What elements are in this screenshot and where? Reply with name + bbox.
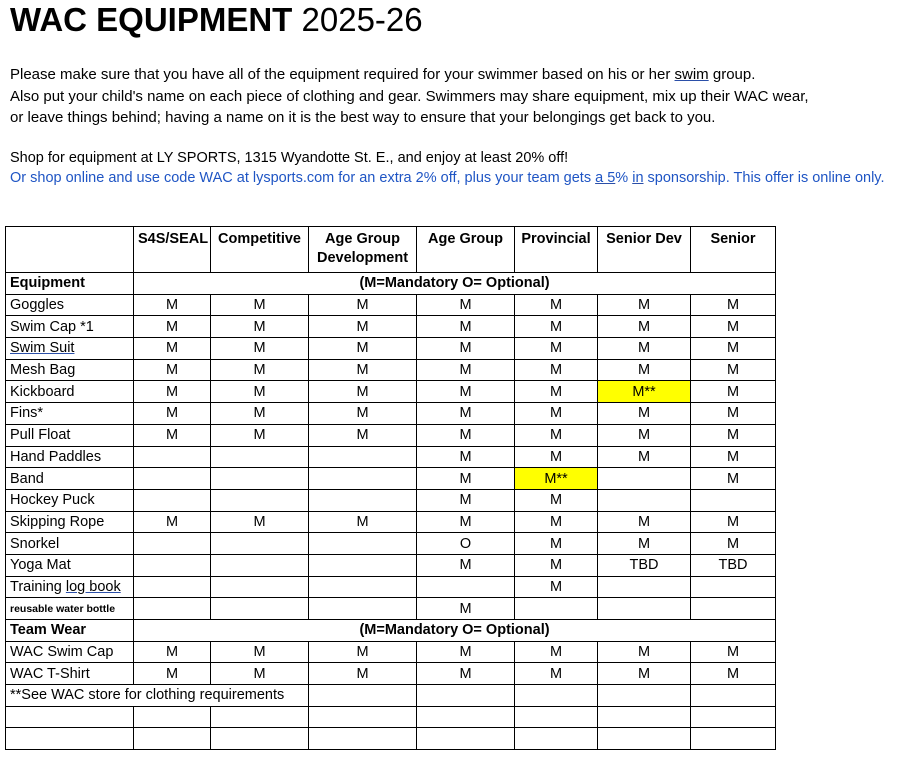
intro-swim-word: swim — [674, 66, 709, 83]
requirement-cell: M — [211, 641, 309, 663]
item-name: Mesh Bag — [6, 359, 134, 381]
requirement-cell: M — [309, 424, 417, 446]
table-row — [6, 598, 776, 620]
empty-cell — [598, 728, 691, 750]
requirement-cell — [134, 468, 211, 490]
requirement-cell: M — [417, 641, 515, 663]
requirement-cell: M — [417, 663, 515, 685]
empty-row — [6, 728, 776, 750]
table-row — [6, 554, 776, 576]
section-header: Team Wear — [6, 620, 134, 642]
table-row — [6, 641, 776, 663]
requirement-cell: M — [515, 511, 598, 533]
table-row — [6, 403, 776, 425]
requirement-cell: M — [598, 663, 691, 685]
requirement-cell: M — [691, 468, 776, 490]
requirement-cell: M — [417, 338, 515, 360]
requirement-cell: M — [134, 403, 211, 425]
requirement-cell — [691, 576, 776, 598]
requirement-cell — [211, 533, 309, 555]
item-name: WAC Swim Cap — [6, 641, 134, 663]
section-header-row — [6, 620, 776, 642]
item-name: Hand Paddles — [6, 446, 134, 468]
item-name: Skipping Rope — [6, 511, 134, 533]
requirement-cell — [309, 554, 417, 576]
empty-cell — [309, 728, 417, 750]
requirement-cell: M — [691, 641, 776, 663]
item-name: Goggles — [6, 294, 134, 316]
requirement-cell: M — [309, 511, 417, 533]
table-row — [6, 511, 776, 533]
shop-info — [10, 149, 885, 187]
requirement-cell: M — [691, 663, 776, 685]
empty-cell — [134, 728, 211, 750]
requirement-cell: M — [598, 446, 691, 468]
table-row — [6, 338, 776, 360]
requirement-cell: M — [134, 511, 211, 533]
item-name: Swim Cap *1 — [6, 316, 134, 338]
requirement-cell — [211, 554, 309, 576]
requirement-cell: M — [211, 663, 309, 685]
requirement-cell — [134, 489, 211, 511]
requirement-cell: M — [211, 294, 309, 316]
requirement-cell: M — [417, 381, 515, 403]
requirement-cell — [134, 576, 211, 598]
shop-line-store: Shop for equipment at LY SPORTS, 1315 Wyandotte St. E., and enjoy at least 20% off! — [10, 150, 569, 166]
empty-cell — [598, 706, 691, 728]
table-row — [6, 468, 776, 490]
item-name: Snorkel — [6, 533, 134, 555]
requirement-cell: M — [417, 316, 515, 338]
empty-cell — [309, 685, 417, 707]
item-name: Band — [6, 468, 134, 490]
requirement-cell: M — [134, 359, 211, 381]
requirement-cell: M — [417, 511, 515, 533]
requirement-cell: M — [134, 424, 211, 446]
empty-cell — [309, 706, 417, 728]
requirement-cell — [134, 554, 211, 576]
requirement-cell: M** — [515, 468, 598, 490]
requirement-cell: M — [515, 641, 598, 663]
requirement-cell — [309, 598, 417, 620]
requirement-cell — [598, 489, 691, 511]
intro-line-1 — [10, 64, 809, 86]
requirement-cell — [515, 598, 598, 620]
empty-cell — [515, 685, 598, 707]
item-name: Training log book — [6, 576, 134, 598]
requirement-cell — [598, 598, 691, 620]
shop-line-online — [10, 169, 885, 187]
empty-cell — [515, 706, 598, 728]
requirement-cell: M — [515, 338, 598, 360]
intro-line-1-end: group. — [708, 66, 756, 83]
requirement-cell: M — [134, 316, 211, 338]
shop-online-percent: % — [615, 170, 633, 186]
requirement-cell: M — [309, 294, 417, 316]
item-name: Kickboard — [6, 381, 134, 403]
shop-online-end: sponsorship. This offer is online only. — [643, 170, 885, 186]
column-header: Provincial — [515, 227, 598, 273]
table-row — [6, 663, 776, 685]
underlined-item: Swim Suit — [10, 340, 75, 357]
page-title — [10, 0, 423, 40]
requirement-cell: M — [417, 598, 515, 620]
requirement-cell: M — [417, 403, 515, 425]
requirement-cell: M — [598, 316, 691, 338]
requirement-cell: TBD — [691, 554, 776, 576]
requirement-cell: M — [691, 403, 776, 425]
column-header: Age Group Development — [309, 227, 417, 273]
table-row — [6, 294, 776, 316]
header-blank — [6, 227, 134, 273]
requirement-cell: M — [309, 381, 417, 403]
requirement-cell: M — [417, 424, 515, 446]
requirement-cell: M — [211, 316, 309, 338]
requirement-cell: M — [515, 403, 598, 425]
requirement-cell: M** — [598, 381, 691, 403]
requirement-cell: M — [691, 316, 776, 338]
intro-paragraph — [10, 64, 809, 129]
requirement-cell — [598, 576, 691, 598]
empty-cell — [134, 706, 211, 728]
empty-cell — [211, 728, 309, 750]
requirement-cell: M — [515, 533, 598, 555]
requirement-cell: M — [211, 338, 309, 360]
requirement-cell: M — [691, 381, 776, 403]
requirement-cell: M — [211, 359, 309, 381]
requirement-cell — [691, 598, 776, 620]
requirement-cell — [211, 468, 309, 490]
table-row — [6, 533, 776, 555]
requirement-cell: M — [598, 359, 691, 381]
requirement-cell: M — [309, 663, 417, 685]
table-row — [6, 424, 776, 446]
item-name: Pull Float — [6, 424, 134, 446]
title-year: 2025-26 — [301, 1, 423, 38]
requirement-cell: M — [134, 294, 211, 316]
requirement-cell: M — [691, 338, 776, 360]
footnote: **See WAC store for clothing requirements — [6, 685, 309, 707]
requirement-cell: M — [134, 641, 211, 663]
legend: (M=Mandatory O= Optional) — [134, 273, 776, 295]
requirement-cell: M — [417, 294, 515, 316]
requirement-cell — [211, 576, 309, 598]
requirement-cell: M — [515, 359, 598, 381]
requirement-cell: M — [211, 381, 309, 403]
requirement-cell: TBD — [598, 554, 691, 576]
item-name: Yoga Mat — [6, 554, 134, 576]
column-header: Age Group — [417, 227, 515, 273]
empty-cell — [417, 706, 515, 728]
requirement-cell: M — [515, 316, 598, 338]
requirement-cell: M — [691, 424, 776, 446]
requirement-cell: M — [598, 424, 691, 446]
empty-cell — [515, 728, 598, 750]
table-row — [6, 381, 776, 403]
requirement-cell: M — [691, 294, 776, 316]
intro-line-1-text: Please make sure that you have all of the equipment required for your swimmer based on his or her — [10, 66, 675, 83]
requirement-cell: M — [598, 294, 691, 316]
requirement-cell: M — [309, 338, 417, 360]
requirement-cell: O — [417, 533, 515, 555]
empty-row — [6, 706, 776, 728]
empty-cell — [598, 685, 691, 707]
requirement-cell: M — [598, 511, 691, 533]
title-main: WAC EQUIPMENT — [10, 1, 293, 38]
equipment-table — [5, 226, 776, 750]
shop-online-text: Or shop online and use code WAC at lysports.com for an extra 2% off, plus your team gets — [10, 170, 596, 186]
section-header-row — [6, 273, 776, 295]
empty-cell — [417, 728, 515, 750]
item-name: Fins* — [6, 403, 134, 425]
requirement-cell: M — [211, 511, 309, 533]
requirement-cell: M — [515, 663, 598, 685]
column-header: Senior — [691, 227, 776, 273]
empty-cell — [6, 728, 134, 750]
requirement-cell — [211, 446, 309, 468]
requirement-cell: M — [211, 424, 309, 446]
item-name: WAC T-Shirt — [6, 663, 134, 685]
underlined-item: log book — [65, 578, 121, 595]
requirement-cell: M — [691, 533, 776, 555]
requirement-cell: M — [598, 641, 691, 663]
requirement-cell: M — [309, 403, 417, 425]
legend: (M=Mandatory O= Optional) — [134, 620, 776, 642]
requirement-cell — [211, 598, 309, 620]
empty-cell — [6, 706, 134, 728]
requirement-cell: M — [515, 424, 598, 446]
requirement-cell — [309, 446, 417, 468]
requirement-cell: M — [515, 554, 598, 576]
requirement-cell: M — [417, 489, 515, 511]
requirement-cell: M — [691, 359, 776, 381]
requirement-cell: M — [598, 533, 691, 555]
requirement-cell — [309, 576, 417, 598]
table-row — [6, 359, 776, 381]
requirement-cell: M — [134, 663, 211, 685]
requirement-cell: M — [515, 576, 598, 598]
intro-line-2: Also put your child's name on each piece of clothing and gear. Swimmers may share equipment, mix up their WAC wear, — [10, 87, 809, 105]
table-row — [6, 576, 776, 598]
requirement-cell — [417, 576, 515, 598]
section-header: Equipment — [6, 273, 134, 295]
table-row — [6, 446, 776, 468]
intro-line-3: or leave things behind; having a name on it is the best way to ensure that your belongings get back to you. — [10, 109, 716, 126]
requirement-cell: M — [211, 403, 309, 425]
requirement-cell: M — [515, 381, 598, 403]
requirement-cell: M — [417, 359, 515, 381]
requirement-cell — [309, 533, 417, 555]
requirement-cell: M — [598, 338, 691, 360]
column-header: S4S/SEAL — [134, 227, 211, 273]
empty-cell — [417, 685, 515, 707]
requirement-cell: M — [515, 446, 598, 468]
requirement-cell: M — [417, 446, 515, 468]
shop-online-a5: a 5 — [595, 170, 616, 186]
requirement-cell — [691, 489, 776, 511]
empty-cell — [691, 728, 776, 750]
requirement-cell: M — [309, 359, 417, 381]
requirement-cell: M — [515, 294, 598, 316]
requirement-cell — [134, 598, 211, 620]
item-name: Hockey Puck — [6, 489, 134, 511]
table-header-row — [6, 227, 776, 273]
table-row — [6, 489, 776, 511]
requirement-cell — [309, 468, 417, 490]
requirement-cell: M — [598, 403, 691, 425]
requirement-cell — [598, 468, 691, 490]
table-row — [6, 316, 776, 338]
empty-cell — [211, 706, 309, 728]
column-header: Competitive — [211, 227, 309, 273]
requirement-cell: M — [691, 446, 776, 468]
requirement-cell — [309, 489, 417, 511]
requirement-cell: M — [134, 338, 211, 360]
footnote-row — [6, 685, 776, 707]
shop-online-in: in — [632, 170, 644, 186]
empty-cell — [691, 706, 776, 728]
requirement-cell: M — [691, 511, 776, 533]
requirement-cell: M — [417, 468, 515, 490]
requirement-cell — [211, 489, 309, 511]
requirement-cell: M — [515, 489, 598, 511]
empty-cell — [691, 685, 776, 707]
item-name — [6, 338, 134, 360]
requirement-cell: M — [309, 641, 417, 663]
requirement-cell: M — [134, 381, 211, 403]
item-name: reusable water bottle — [6, 598, 134, 620]
requirement-cell — [134, 446, 211, 468]
column-header: Senior Dev — [598, 227, 691, 273]
requirement-cell: M — [309, 316, 417, 338]
requirement-cell — [134, 533, 211, 555]
requirement-cell: M — [417, 554, 515, 576]
